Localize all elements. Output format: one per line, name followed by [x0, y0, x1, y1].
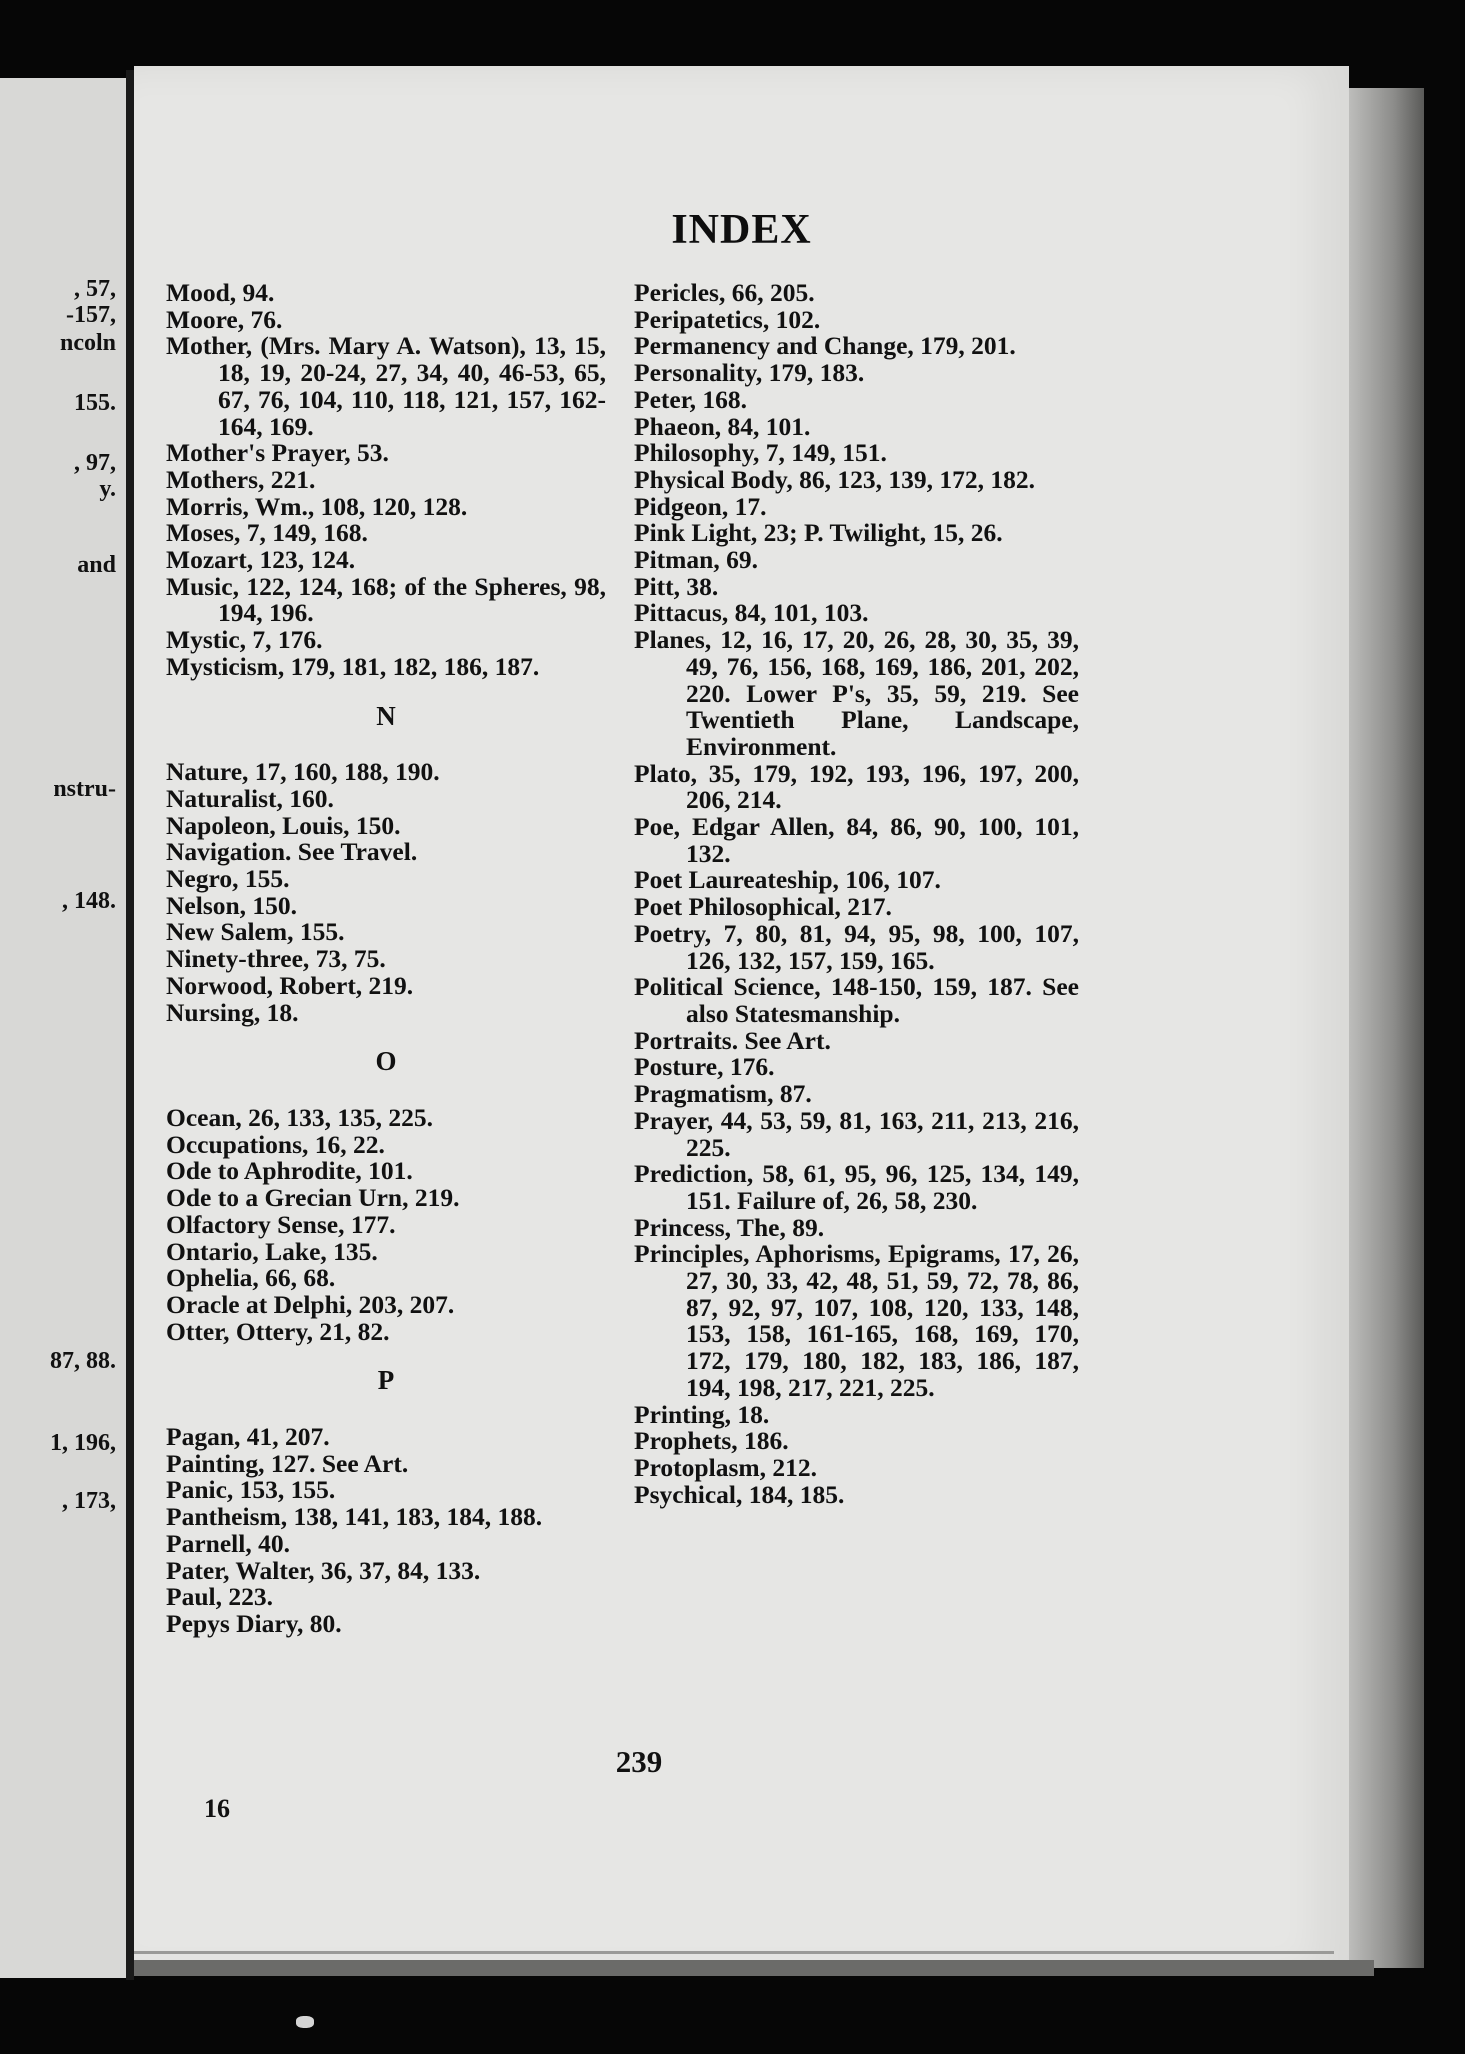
- index-entry: Pittacus, 84, 101, 103.: [634, 598, 869, 628]
- index-entry: Painting, 127. See Art.: [166, 1448, 409, 1478]
- previous-page-text-fragment: , 173,: [62, 1488, 116, 1514]
- previous-page-text-fragment: , 148.: [62, 888, 116, 914]
- index-entry: Pidgeon, 17.: [634, 491, 767, 521]
- index-entry: Pragmatism, 87.: [634, 1079, 812, 1109]
- index-entry: Moore, 76.: [166, 304, 283, 334]
- index-entry: Posture, 176.: [634, 1052, 775, 1082]
- index-entry: Portraits. See Art.: [634, 1025, 831, 1055]
- index-entry: Peter, 168.: [634, 384, 748, 414]
- index-entry: Mother, (Mrs. Mary A. Watson), 13, 15, 18, 19, 20-24, 27, 34, 40, 46-53, 65, 67, 76, 104, 110, 118, 121, 157, 162-164, 169.: [166, 331, 606, 441]
- index-page: [134, 66, 1349, 1976]
- index-entry: New Salem, 155.: [166, 917, 345, 947]
- index-entry: Mysticism, 179, 181, 182, 186, 187.: [166, 651, 540, 681]
- index-entry: Pitman, 69.: [634, 545, 758, 575]
- index-entry: Napoleon, Louis, 150.: [166, 810, 401, 840]
- index-entry: Pagan, 41, 207.: [166, 1422, 330, 1452]
- index-entry: Prayer, 44, 53, 59, 81, 163, 211, 213, 216, 225.: [634, 1105, 1079, 1162]
- previous-page-text-fragment: ncoln: [59, 330, 116, 356]
- previous-page-text-fragment: 155.: [74, 390, 116, 416]
- index-entry: Ode to Aphrodite, 101.: [166, 1156, 413, 1186]
- index-entry: Pericles, 66, 205.: [634, 278, 815, 307]
- index-entry: Mood, 94.: [166, 278, 275, 307]
- index-entry: Negro, 155.: [166, 864, 290, 894]
- index-entry: Nursing, 18.: [166, 997, 299, 1027]
- index-entry: Printing, 18.: [634, 1399, 770, 1429]
- index-entry: Nelson, 150.: [166, 890, 298, 920]
- index-column-left: [166, 280, 606, 1638]
- index-entry: Ocean, 26, 133, 135, 225.: [166, 1102, 434, 1132]
- index-entry: Ode to a Grecian Urn, 219.: [166, 1183, 460, 1213]
- index-entry: Ninety-three, 73, 75.: [166, 944, 386, 974]
- previous-page-text-fragment: , 57,: [74, 276, 116, 302]
- index-entry: Psychical, 184, 185.: [634, 1479, 845, 1509]
- index-entry: Navigation. See Travel.: [166, 837, 418, 867]
- index-entry: Olfactory Sense, 177.: [166, 1209, 396, 1239]
- index-entry: Prophets, 186.: [634, 1426, 789, 1456]
- index-entry: Ophelia, 66, 68.: [166, 1263, 336, 1293]
- index-entry: Pitt, 38.: [634, 571, 719, 601]
- index-entry: Mothers, 221.: [166, 464, 316, 494]
- index-entry: Pink Light, 23; P. Twilight, 15, 26.: [634, 518, 1003, 548]
- previous-page-text-fragment: and: [77, 552, 116, 578]
- index-letter-heading: O: [375, 1046, 397, 1077]
- index-entry: Plato, 35, 179, 192, 193, 196, 197, 200, 206, 214.: [634, 758, 1079, 815]
- index-entry: Poet Laureateship, 106, 107.: [634, 865, 941, 895]
- index-entry: Panic, 153, 155.: [166, 1475, 336, 1505]
- index-entry: Pantheism, 138, 141, 183, 184, 188.: [166, 1502, 543, 1532]
- index-entry: Mozart, 123, 124.: [166, 545, 356, 575]
- index-letter-heading: P: [377, 1365, 395, 1396]
- index-entry: Principles, Aphorisms, Epigrams, 17, 26, 27, 30, 33, 42, 48, 51, 59, 72, 78, 86, 87, 92, 97, 107, 108, 120, 133, 148, 153, 158, 161-165, 168, 169, 170, 172, 179, 180, 182, 183, 186, 187, 194, 198, 217, 221, 225.: [634, 1239, 1079, 1402]
- index-entry: Ontario, Lake, 135.: [166, 1236, 378, 1266]
- index-entry: Philosophy, 7, 149, 151.: [634, 438, 887, 468]
- index-entry: Pepys Diary, 80.: [166, 1608, 342, 1638]
- index-entry: Princess, The, 89.: [634, 1212, 825, 1242]
- previous-page-fragment: [0, 78, 128, 1978]
- index-entry: Norwood, Robert, 219.: [166, 970, 414, 1000]
- book-gutter: [126, 70, 134, 1980]
- index-entry: Political Science, 148-150, 159, 187. See also Statesmanship.: [634, 972, 1079, 1028]
- index-entry: Naturalist, 160.: [166, 783, 334, 813]
- index-entry: Poe, Edgar Allen, 84, 86, 90, 100, 101, 132.: [634, 812, 1079, 868]
- previous-page-text-fragment: 1, 196,: [50, 1430, 116, 1456]
- index-letter-heading: N: [376, 700, 396, 731]
- index-entry: Music, 122, 124, 168; of the Spheres, 98, 194, 196.: [166, 571, 606, 628]
- index-entry: Pater, Walter, 36, 37, 84, 133.: [166, 1555, 481, 1585]
- page-stack-edge: [1349, 88, 1424, 1968]
- index-entry: Parnell, 40.: [166, 1528, 290, 1558]
- page-title: INDEX: [671, 207, 812, 253]
- index-entry: Moses, 7, 149, 168.: [166, 518, 368, 548]
- index-entry: Prediction, 58, 61, 95, 96, 125, 134, 149, 151. Failure of, 26, 58, 230.: [634, 1159, 1079, 1215]
- page-number: 239: [615, 1744, 663, 1779]
- index-entry: Paul, 223.: [166, 1582, 273, 1612]
- index-entry: Phaeon, 84, 101.: [634, 411, 811, 441]
- signature-mark: 16: [204, 1794, 230, 1823]
- previous-page-text-fragment: y.: [99, 476, 116, 502]
- index-entry: Occupations, 16, 22.: [166, 1129, 385, 1159]
- index-entry: Poetry, 7, 80, 81, 94, 95, 98, 100, 107, 126, 132, 157, 159, 165.: [634, 918, 1079, 975]
- scan-speck: [296, 2016, 314, 2028]
- index-entry: Peripatetics, 102.: [634, 304, 821, 334]
- page-bottom-shadow: [134, 1960, 1374, 1976]
- previous-page-text-fragment: , 97,: [74, 450, 116, 476]
- index-entry: Mother's Prayer, 53.: [166, 438, 389, 468]
- index-entry: Nature, 17, 160, 188, 190.: [166, 757, 440, 787]
- index-entry: Poet Philosophical, 217.: [634, 892, 892, 922]
- index-entry: Permanency and Change, 179, 201.: [634, 331, 1016, 361]
- index-column-right: [634, 280, 1079, 1508]
- previous-page-text-fragment: nstru-: [53, 776, 116, 802]
- index-entry: Planes, 12, 16, 17, 20, 26, 28, 30, 35, 39, 49, 76, 156, 168, 169, 186, 201, 202, 220. Lower P's, 35, 59, 219. See Twentieth Plane, Landscape, Environment.: [634, 625, 1079, 761]
- previous-page-text-fragment: 87, 88.: [50, 1348, 116, 1374]
- page-crease: [134, 1951, 1334, 1954]
- index-entry: Personality, 179, 183.: [634, 358, 865, 388]
- index-entry: Protoplasm, 212.: [634, 1452, 817, 1482]
- index-entry: Morris, Wm., 108, 120, 128.: [166, 491, 468, 521]
- index-entry: Otter, Ottery, 21, 82.: [166, 1316, 390, 1346]
- index-entry: Oracle at Delphi, 203, 207.: [166, 1289, 455, 1319]
- previous-page-text-fragment: -157,: [66, 302, 116, 328]
- index-entry: Mystic, 7, 176.: [166, 625, 323, 655]
- index-entry: Physical Body, 86, 123, 139, 172, 182.: [634, 464, 1035, 494]
